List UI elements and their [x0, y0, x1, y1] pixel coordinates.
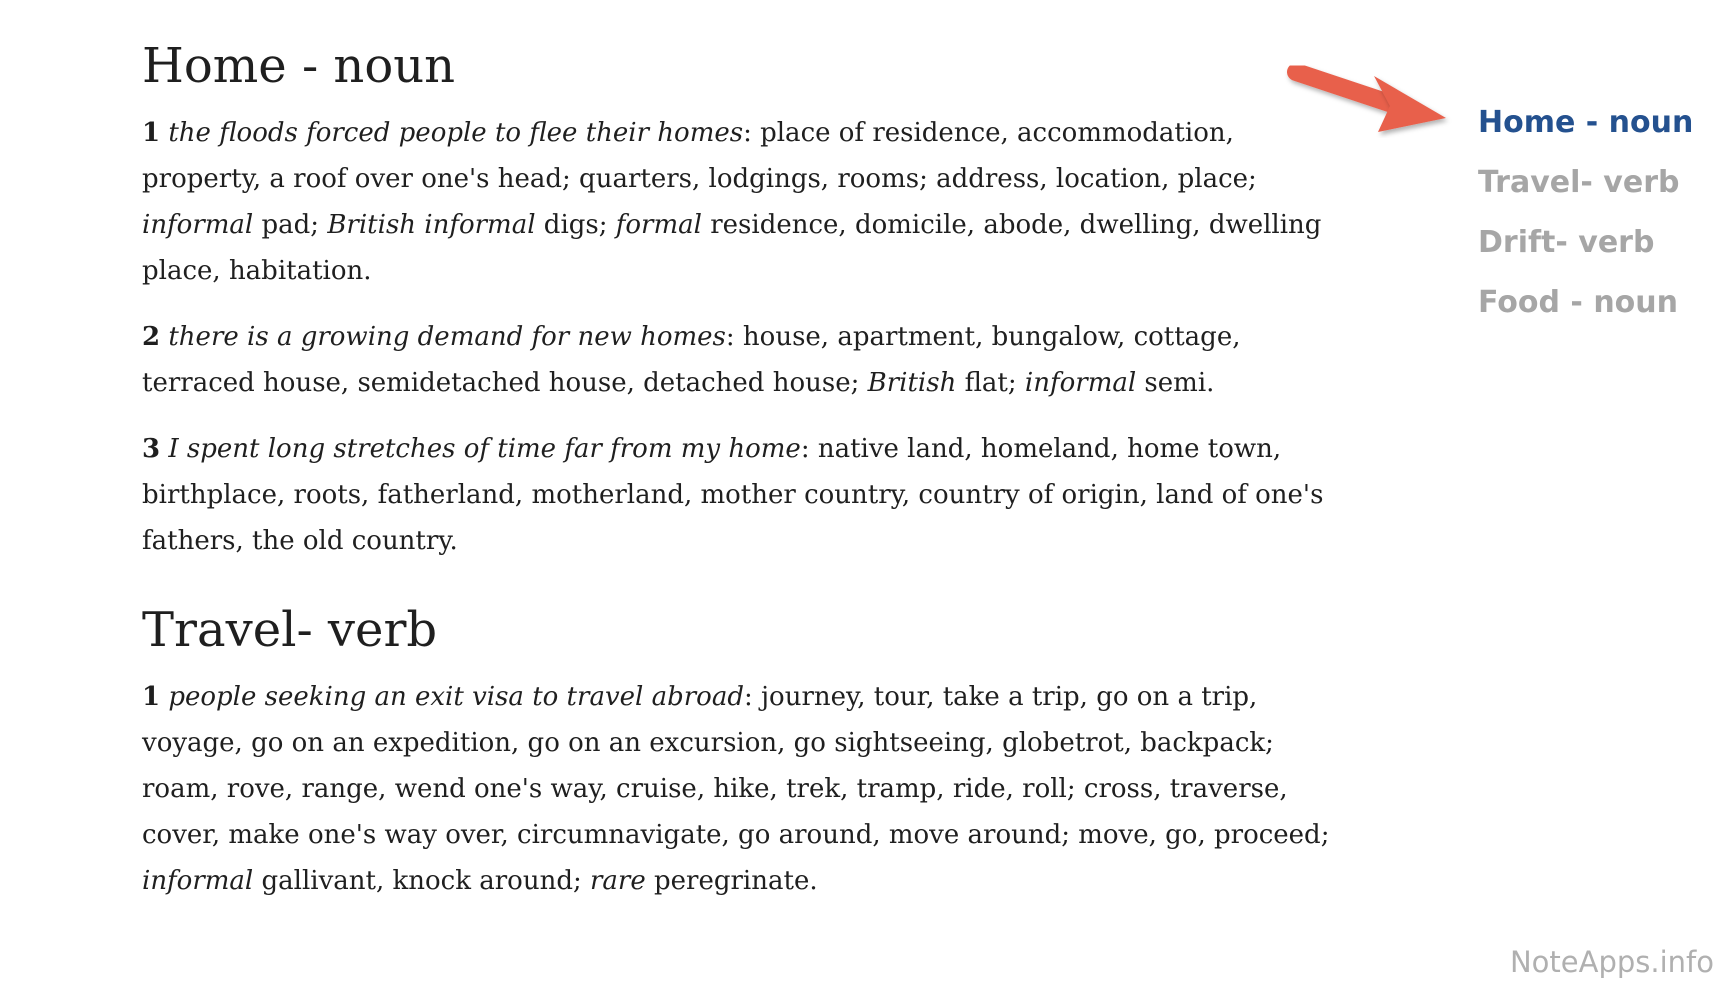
- section-2: [142, 594, 1352, 904]
- synonym-text: gallivant, knock around;: [253, 866, 590, 896]
- register-label: informal: [142, 210, 254, 240]
- sense-number: 3: [142, 434, 161, 464]
- sense-number: 1: [142, 118, 161, 148]
- synonym-text: residence, domicile, abode, dwelling, dwelling place, habitation.: [142, 210, 1322, 286]
- example-phrase: I spent long stretches of time far from my home: [168, 434, 801, 464]
- document-content: [142, 30, 1352, 904]
- register-label: British informal: [327, 210, 536, 240]
- sense-entry: [142, 674, 1352, 904]
- sense-number: 2: [142, 322, 161, 352]
- synonym-text: peregrinate.: [645, 866, 818, 896]
- register-label: rare: [590, 866, 646, 896]
- synonym-text: digs;: [535, 210, 616, 240]
- synonym-text: : house, apartment, bungalow, cottage, terraced house, semidetached house, detached house;: [142, 322, 1241, 398]
- synonym-text: : place of residence, accommodation, property, a roof over one's head; quarters, lodgings, rooms; address, location, place;: [142, 118, 1257, 194]
- synonym-text: : native land, homeland, home town, birthplace, roots, fatherland, motherland, mother country, country of origin, land of one's fathers, the old country.: [142, 434, 1324, 556]
- toc-link[interactable]: Travel- verb: [1478, 165, 1680, 200]
- sense-entry: [142, 110, 1352, 294]
- register-label: informal: [1024, 368, 1137, 398]
- watermark: NoteApps.info: [1509, 945, 1714, 979]
- example-phrase: people seeking an exit visa to travel abroad: [168, 682, 744, 712]
- register-label: formal: [615, 210, 702, 240]
- toc-link[interactable]: Home - noun: [1478, 105, 1694, 140]
- example-phrase: the floods forced people to flee their homes: [168, 118, 744, 148]
- sense-entry: [142, 426, 1352, 564]
- synonym-text: flat;: [956, 368, 1025, 398]
- arrow-icon: [1282, 58, 1452, 138]
- section-title: Home - noun: [142, 38, 456, 94]
- example-phrase: there is a growing demand for new homes: [168, 322, 726, 352]
- synonym-text: : journey, tour, take a trip, go on a trip, voyage, go on an expedition, go on an excursion, go sightseeing, globetrot, backpack; roam, rove, range, wend one's way, cruise, hike, trek, tramp, ride, roll; cross, traverse, cover, make one's way over, circumnavigate, go around, move around; move, go, proceed;: [142, 682, 1330, 850]
- section-1: [142, 30, 1352, 564]
- toc-link[interactable]: Drift- verb: [1478, 225, 1655, 260]
- synonym-text: pad;: [253, 210, 328, 240]
- sense-entry: [142, 314, 1352, 406]
- toc-link[interactable]: Food - noun: [1478, 285, 1678, 320]
- section-title: Travel- verb: [142, 602, 438, 658]
- register-label: British: [867, 368, 957, 398]
- table-of-contents: [1478, 93, 1718, 333]
- sense-number: 1: [142, 682, 161, 712]
- register-label: informal: [142, 866, 254, 896]
- synonym-text: semi.: [1136, 368, 1215, 398]
